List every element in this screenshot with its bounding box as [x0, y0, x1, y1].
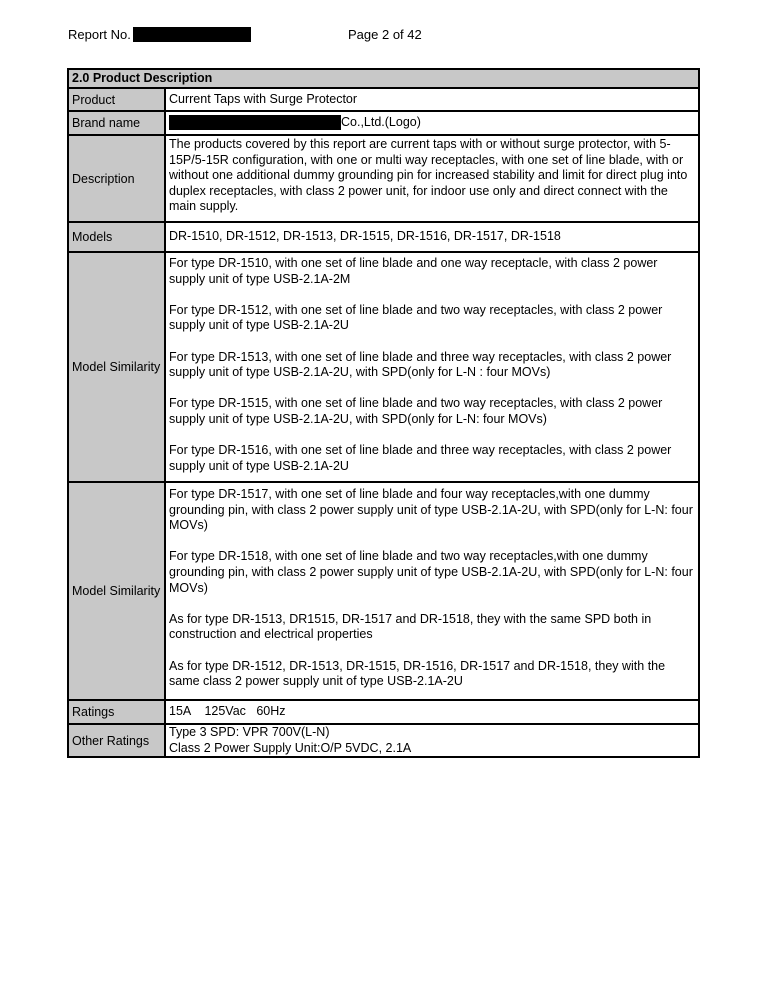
similarity-paragraph: For type DR-1510, with one set of line blade and one way receptacle, with class 2 power supply unit of type USB-2.1A-2M — [169, 256, 658, 286]
row-label: Model Similarity — [69, 483, 166, 699]
row-value: 15A 125Vac 60Hz — [169, 704, 286, 718]
similarity-paragraph: For type DR-1517, with one set of line blade and four way receptacles,with one dummy grounding pin, with class 2 power supply unit of type USB-2.1A-2U, with SPD(only for L-N: four MOVs) — [169, 487, 693, 533]
row-label: Brand name — [69, 112, 166, 134]
row-value — [166, 253, 698, 481]
brand-suffix: Co.,Ltd.(Logo) — [341, 114, 421, 129]
row-label: Other Ratings — [69, 725, 166, 756]
table-row-description — [69, 134, 698, 221]
other-rating-line: Class 2 Power Supply Unit:O/P 5VDC, 2.1A — [169, 740, 412, 755]
row-label: Ratings — [69, 701, 166, 723]
table-row-product — [69, 87, 698, 110]
similarity-paragraph: As for type DR-1513, DR1515, DR-1517 and DR-1518, they with the same SPD both in construction and electrical properties — [169, 611, 652, 642]
table-row-models — [69, 221, 698, 251]
row-label: Product — [69, 89, 166, 110]
table-row-model-similarity-1 — [69, 251, 698, 481]
table-row-brand — [69, 110, 698, 134]
similarity-paragraph: As for type DR-1512, DR-1513, DR-1515, DR-1516, DR-1517 and DR-1518, they with the same class 2 power supply unit of type USB-2.1A-2U — [169, 658, 666, 689]
row-label: Model Similarity — [69, 253, 166, 481]
report-number-label: Report No. — [68, 27, 131, 42]
similarity-paragraph: For type DR-1516, with one set of line blade and three way receptacles, with class 2 power supply unit of type USB-2.1A-2U — [169, 443, 672, 473]
row-value: The products covered by this report are current taps with or without surge protector, with 5-15P/5-15R configuration, with one or multi way receptacles, with one set of line blade, with or without one additional dummy grounding pin for increased stability and limit for direct plug into duplex receptacles, with class 2 power unit, for indoor use only and direct connect with the main supply. — [169, 137, 688, 214]
row-value — [166, 483, 698, 699]
other-rating-line: Type 3 SPD: VPR 700V(L-N) — [169, 725, 330, 739]
row-value — [166, 112, 698, 134]
row-value: Current Taps with Surge Protector — [169, 92, 358, 106]
row-label: Description — [69, 136, 166, 221]
similarity-paragraph: For type DR-1515, with one set of line blade and two way receptacles, with class 2 power supply unit of type USB-2.1A-2U, with SPD(only for L-N: four MOVs) — [169, 396, 663, 426]
row-label: Models — [69, 223, 166, 251]
table-row-other-ratings — [69, 723, 698, 756]
row-value: DR-1510, DR-1512, DR-1513, DR-1515, DR-1516, DR-1517, DR-1518 — [169, 229, 561, 243]
report-number — [68, 27, 251, 42]
similarity-paragraph: For type DR-1512, with one set of line blade and two way receptacles, with class 2 power supply unit of type USB-2.1A-2U — [169, 302, 663, 333]
product-description-table — [67, 68, 700, 758]
similarity-paragraph: For type DR-1513, with one set of line blade and three way receptacles, with class 2 power supply unit of type USB-2.1A-2U, with SPD(only for L-N : four MOVs) — [169, 349, 672, 380]
table-row-model-similarity-2 — [69, 481, 698, 699]
redaction-bar — [169, 115, 341, 130]
redaction-bar — [133, 27, 251, 42]
row-value — [166, 725, 698, 756]
similarity-paragraph: For type DR-1518, with one set of line blade and two way receptacles,with one dummy grounding pin, with class 2 power supply unit of type USB-2.1A-2U, with SPD(only for L-N: four MOVs) — [169, 549, 693, 595]
table-row-ratings — [69, 699, 698, 723]
table-title: 2.0 Product Description — [69, 70, 698, 87]
page-number: Page 2 of 42 — [348, 27, 422, 42]
